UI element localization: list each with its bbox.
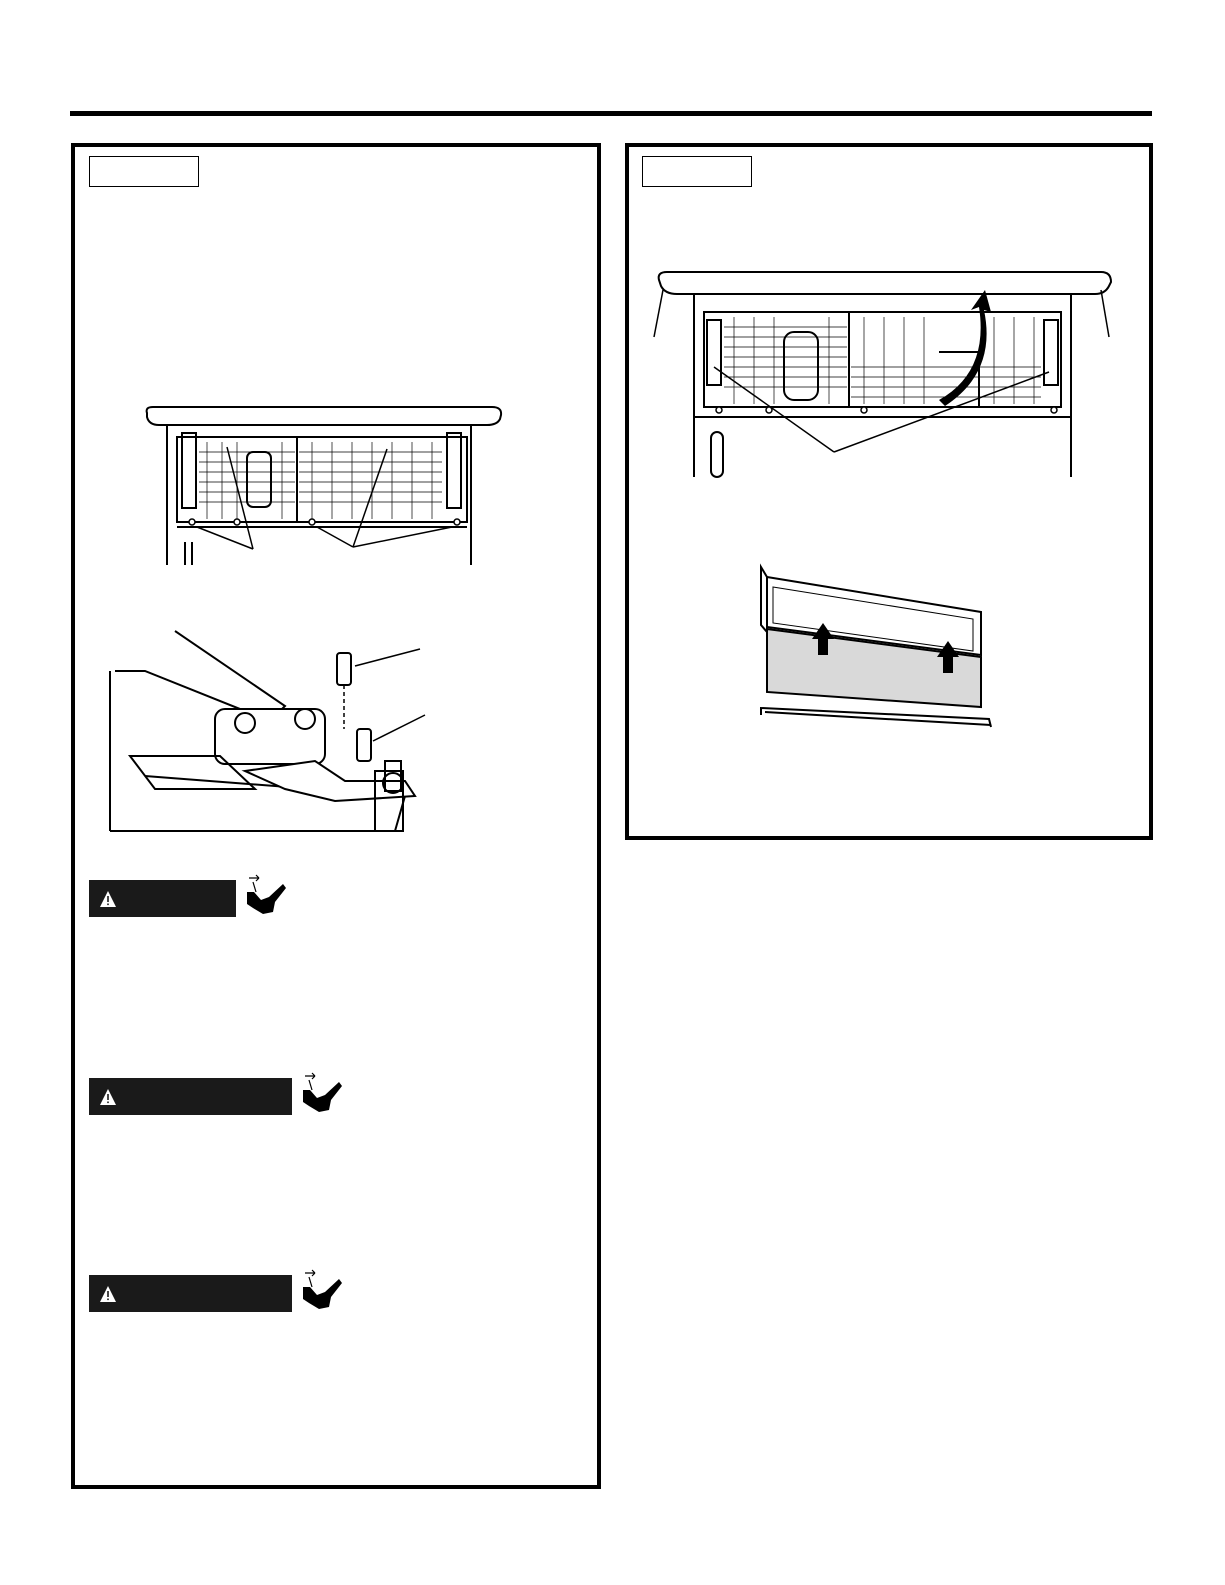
- figure-hinge-detail: [105, 631, 445, 846]
- header-rule: [70, 111, 1152, 116]
- figure-cover-open-front: [137, 407, 507, 567]
- step-label-box: [642, 156, 752, 187]
- hand-pinch-hazard-icon: [295, 1269, 345, 1319]
- warning-banner: [89, 880, 236, 917]
- warning-triangle-icon: [99, 1285, 117, 1303]
- warning-triangle-icon: [99, 1088, 117, 1106]
- instruction-panel-right: [625, 143, 1153, 840]
- hand-pinch-hazard-icon: [239, 874, 289, 924]
- hand-pinch-hazard-icon: [295, 1072, 345, 1122]
- figure-cover-lift-front: [649, 272, 1119, 482]
- figure-filter-lift-out: [759, 567, 999, 742]
- warning-banner: [89, 1078, 292, 1115]
- warning-triangle-icon: [99, 890, 117, 908]
- instruction-panel-left: [71, 143, 601, 1489]
- warning-banner: [89, 1275, 292, 1312]
- step-label-box: [89, 156, 199, 187]
